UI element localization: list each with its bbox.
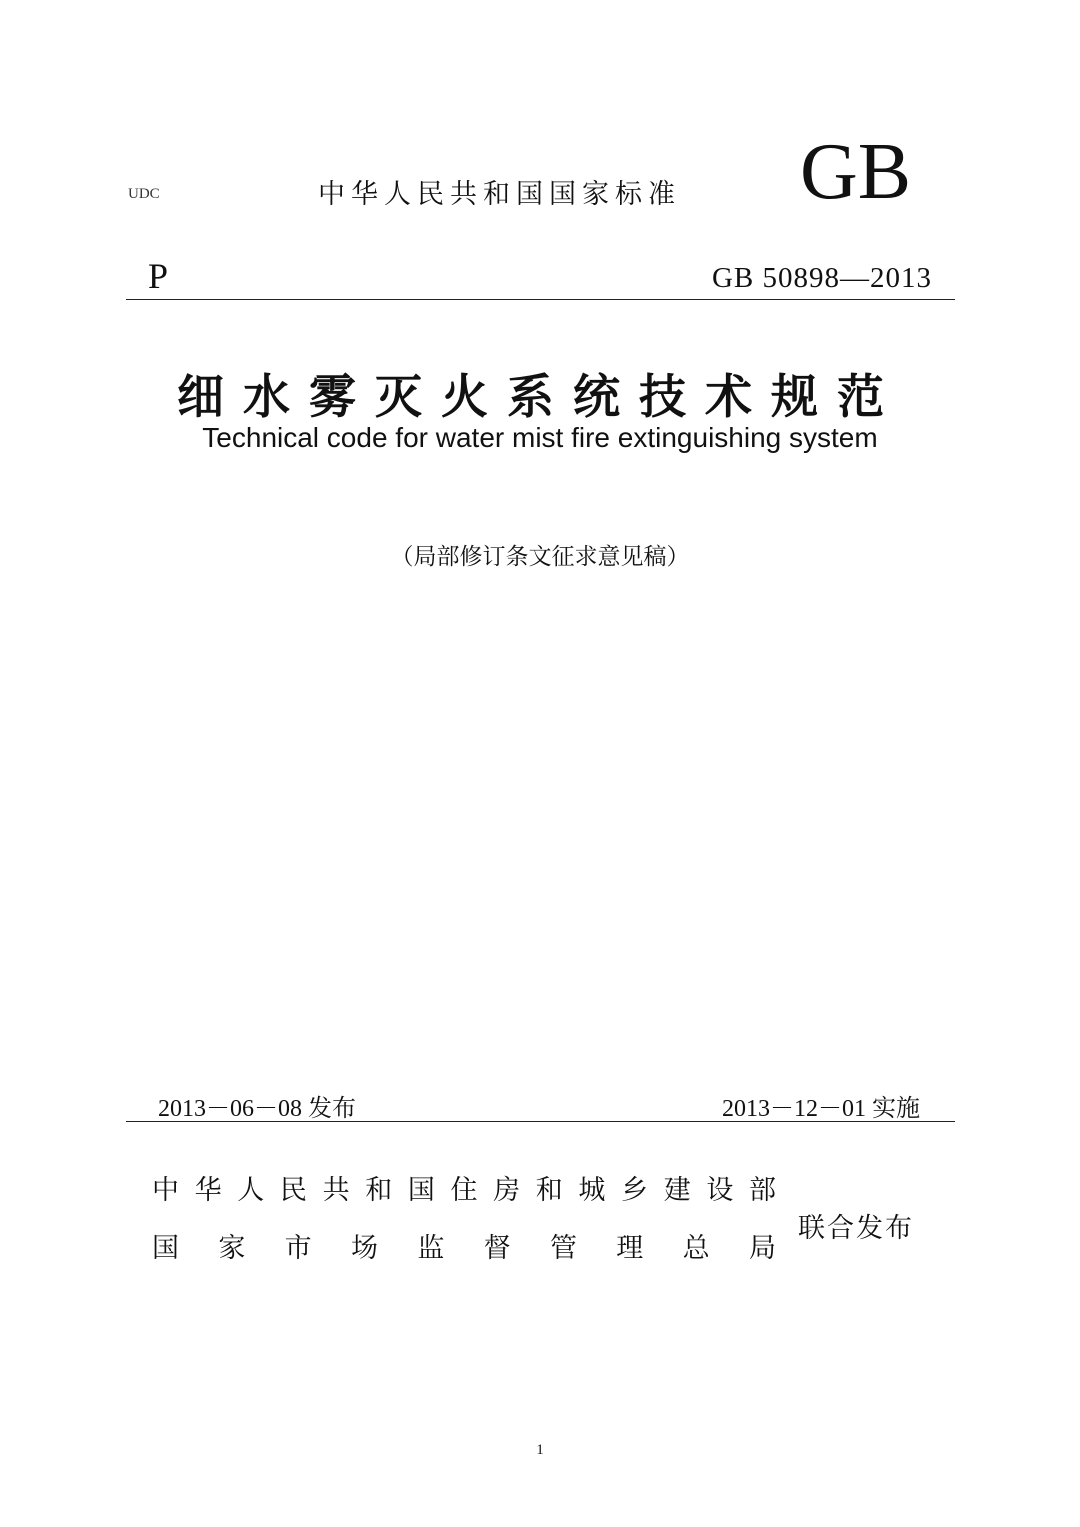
publisher-char: 监 [417,1233,445,1264]
publisher-char: 人 [237,1175,265,1206]
publisher-char: 设 [706,1175,734,1206]
publisher-char: 共 [322,1175,350,1206]
draft-note: （局部修订条文征求意见稿） [390,544,690,570]
publisher-line-1 [152,1168,776,1207]
publisher-char: 城 [578,1175,606,1206]
publisher-line-2 [152,1226,776,1265]
publisher-char: 局 [748,1233,776,1264]
publisher-char: 华 [194,1175,222,1206]
publisher-char: 管 [549,1233,577,1264]
page-number: 1 [536,1442,544,1458]
classification-code: P [148,256,169,296]
header-divider [126,299,955,300]
publisher-char: 住 [450,1175,478,1206]
publisher-char: 总 [682,1233,710,1264]
publisher-char: 家 [218,1233,246,1264]
gb-logo: GB [800,128,912,216]
issue-date: 2013－06－08 发布 [158,1096,356,1122]
publisher-char: 中 [152,1175,179,1206]
footer-divider [126,1121,955,1122]
publisher-char: 场 [350,1233,378,1264]
publisher-char: 市 [284,1233,312,1264]
publisher-char: 乡 [621,1175,649,1206]
publisher-char: 和 [365,1175,393,1206]
publisher-char: 房 [493,1175,521,1206]
publisher-char: 国 [407,1175,435,1206]
document-title-cn: 细水雾灭火系统技术规范 [177,370,903,425]
document-title-en: Technical code for water mist fire extinguishing system [202,422,878,453]
publisher-char: 督 [483,1233,511,1264]
joint-publication-label: 联合发布 [798,1213,914,1244]
udc-label: UDC [128,186,160,202]
publisher-char: 民 [279,1175,307,1206]
national-standard-heading: 中华人民共和国国家标准 [318,179,681,210]
standard-number: GB 50898—2013 [711,262,932,294]
publisher-char: 建 [663,1175,691,1206]
publisher-char: 理 [616,1233,644,1264]
publisher-char: 部 [748,1175,776,1206]
publisher-char: 国 [152,1233,179,1264]
publisher-char: 和 [535,1175,563,1206]
implementation-date: 2013－12－01 实施 [722,1096,920,1122]
